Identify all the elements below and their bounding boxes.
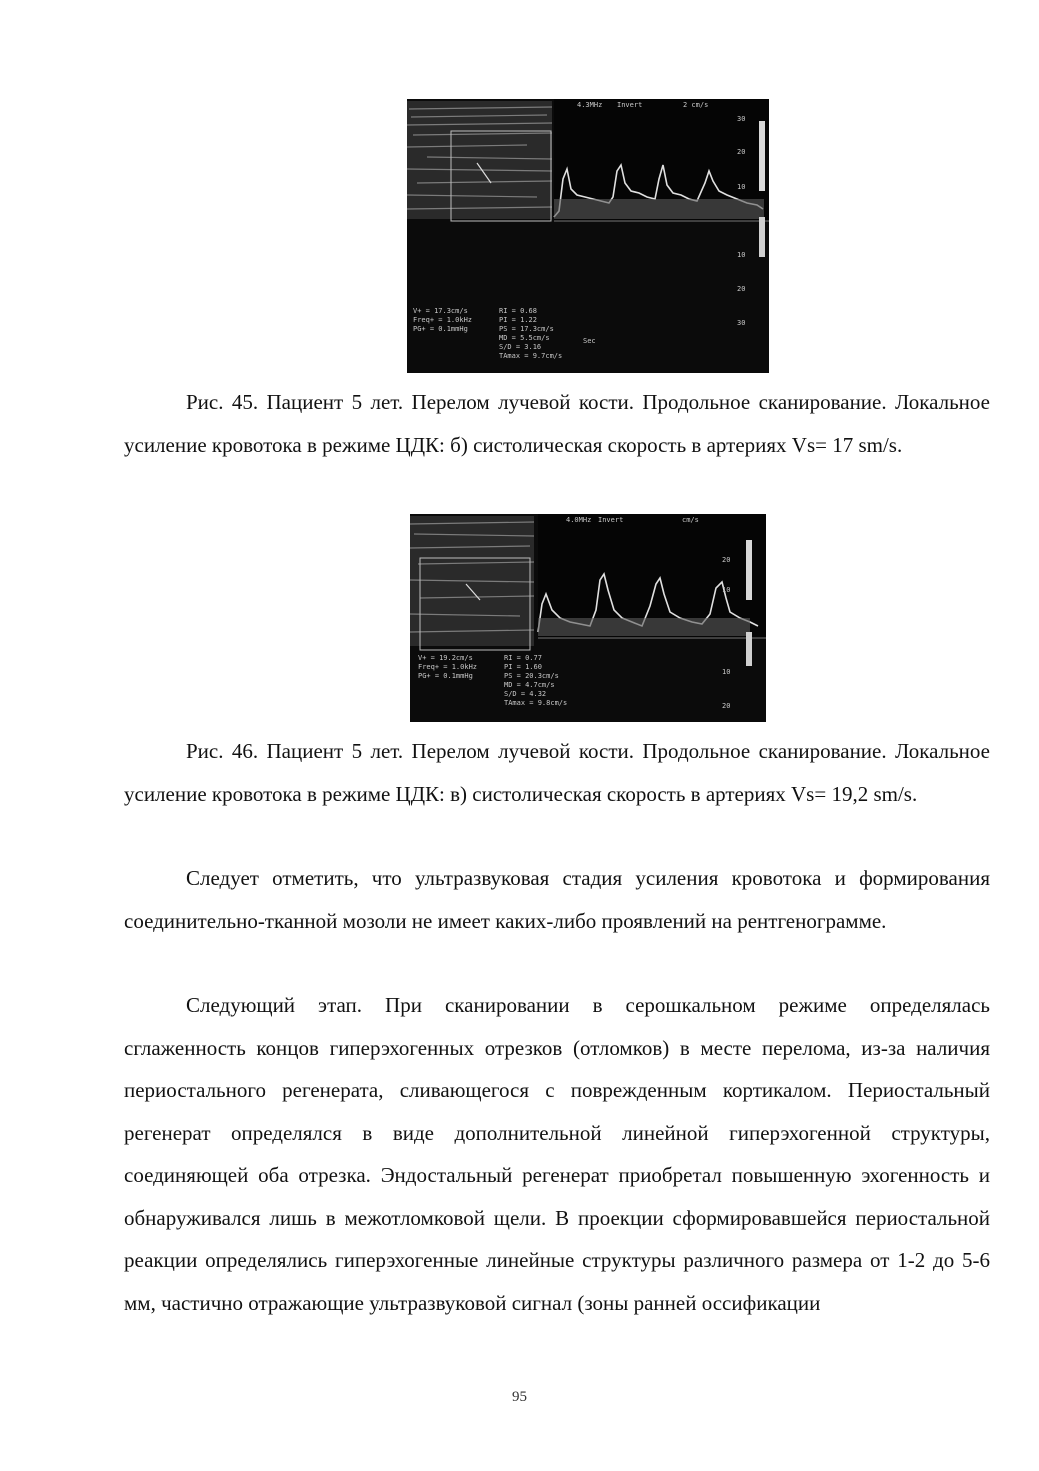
body-paragraph-1: [124, 857, 990, 942]
page-number: 95: [512, 1389, 527, 1405]
figure-45-caption: [124, 381, 990, 467]
overlay-mid-line: PS = 17.3cm/s: [499, 325, 554, 333]
overlay-mid-line: MD = 5.5cm/s: [499, 334, 550, 342]
figure-46-caption: [124, 730, 990, 816]
scale-label: 10: [737, 251, 746, 259]
scale-label: 30: [737, 115, 746, 123]
overlay-left-line: PG+ = 0.1mmHg: [413, 325, 468, 333]
overlay-mid-line: TAmax = 9.8cm/s: [504, 699, 568, 707]
overlay-mid-line: PS = 20.3cm/s: [504, 672, 559, 680]
overlay-sec: Sec: [583, 337, 596, 345]
paragraph-text: Следует отметить, что ультразвуковая стадия усиления кровотока и формирования соединительно-тканной мозоли не имеет каких-либо проявлений на рентгенограмме.: [124, 866, 990, 933]
overlay-left-line: PG+ = 0.1mmHg: [418, 672, 473, 680]
overlay-left-line: V+ = 19.2cm/s: [418, 654, 473, 662]
scale-label: 20: [722, 702, 731, 710]
body-paragraph-2: [124, 984, 990, 1324]
overlay-header-1: 4.3MHz: [577, 101, 603, 109]
overlay-header-3: 2 cm/s: [683, 101, 709, 109]
caption-text: Рис. 46. Пациент 5 лет. Перелом лучевой кости. Продольное сканирование. Локальное усиление кровотока в режиме ЦДК: в) систолическая скорость в артериях Vs= 19,2 sm/s.: [124, 739, 990, 806]
overlay-mid-line: PI = 1.60: [504, 663, 542, 671]
scale-label: 30: [737, 319, 746, 327]
overlay-left-line: V+ = 17.3cm/s: [413, 307, 468, 315]
ultrasound-figure-45: [407, 99, 769, 373]
overlay-header-2: Invert: [598, 516, 624, 524]
overlay-header-1: 4.0MHz: [566, 516, 592, 524]
overlay-left-line: Freq+ = 1.0kHz: [413, 316, 473, 324]
scale-label: 20: [722, 556, 731, 564]
overlay-mid-line: RI = 0.77: [504, 654, 542, 662]
scale-label: 10: [722, 668, 731, 676]
scale-label: 20: [737, 148, 746, 156]
overlay-mid-line: S/D = 3.16: [499, 343, 542, 351]
scale-label: 10: [737, 183, 746, 191]
overlay-mid-line: TAmax = 9.7cm/s: [499, 352, 563, 360]
doppler-image-45: [407, 99, 769, 373]
overlay-mid-line: RI = 0.68: [499, 307, 537, 315]
overlay-header-2: Invert: [617, 101, 643, 109]
paragraph-text: Следующий этап. При сканировании в серошкальном режиме определялась сглаженность концов гиперэхогенных отрезков (отломков) в месте перелома, из-за наличия периостального регенерата, сливающегося с поврежденным кортикалом. Периостальный регенерат определялся в виде дополнительной линейной гиперэхогенной структуры, соединяющей оба отрезка. Эндостальный регенерат приобретал повышенную эхогенность и обнаруживался лишь в межотломковой щели. В проекции сформировавшейся периостальной реакции определялись гиперэхогенные линейные структуры различного размера от 1-2 до 5-6 мм, частично отражающие ультразвуковой сигнал (зоны ранней оссификации: [124, 993, 990, 1315]
overlay-mid-line: MD = 4.7cm/s: [504, 681, 555, 689]
overlay-mid-line: S/D = 4.32: [504, 690, 547, 698]
ultrasound-figure-46: [410, 514, 766, 722]
scale-label: 20: [737, 285, 746, 293]
doppler-image-46: [410, 514, 766, 722]
overlay-left-line: Freq+ = 1.0kHz: [418, 663, 478, 671]
overlay-mid-line: PI = 1.22: [499, 316, 537, 324]
scale-label: 10: [722, 586, 731, 594]
overlay-header-3: cm/s: [682, 516, 699, 524]
caption-text: Рис. 45. Пациент 5 лет. Перелом лучевой кости. Продольное сканирование. Локальное усиление кровотока в режиме ЦДК: б) систолическая скорость в артериях Vs= 17 sm/s.: [124, 390, 990, 457]
